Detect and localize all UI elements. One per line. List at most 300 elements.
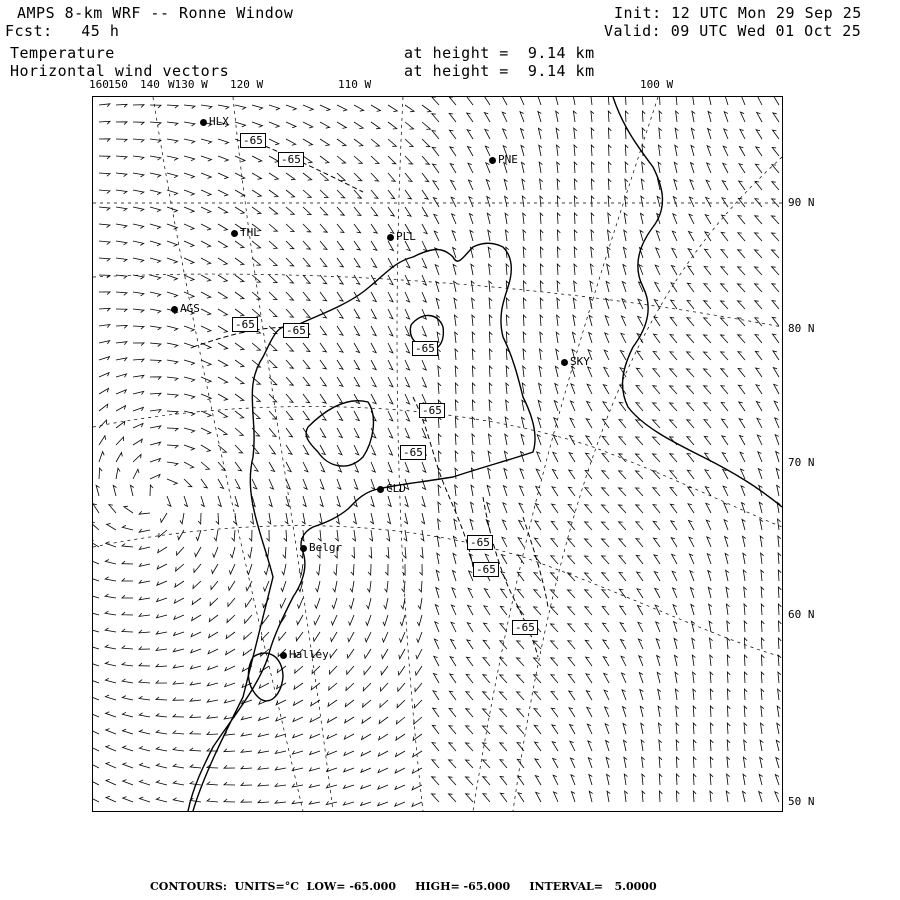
wind-vector (506, 366, 509, 377)
wind-vector (759, 774, 762, 785)
wind-vector (557, 213, 560, 224)
wind-vector (591, 247, 594, 258)
wind-vector (573, 97, 576, 105)
wind-vector (522, 162, 525, 173)
wind-vector (201, 428, 211, 434)
wind-vector (706, 180, 711, 190)
wind-vector (670, 487, 677, 496)
wind-vector (405, 190, 411, 199)
wind-vector (621, 316, 626, 326)
wind-vector (218, 241, 227, 248)
wind-vector (659, 97, 662, 105)
wind-vector (557, 145, 560, 156)
station-halley: Halley (280, 648, 329, 661)
wind-vector (738, 318, 745, 326)
wind-vector (344, 734, 354, 739)
wind-vector (657, 672, 660, 683)
wind-vector (235, 411, 244, 418)
wind-vector (620, 351, 626, 361)
wind-vector (354, 122, 363, 129)
wind-vector (710, 757, 713, 768)
wind-vector (116, 437, 124, 445)
wind-vector (133, 258, 144, 262)
wind-vector (619, 488, 627, 496)
wind-vector (213, 547, 218, 557)
wind-vector (106, 712, 116, 717)
wind-vector (568, 624, 575, 632)
wind-vector (636, 555, 643, 564)
wind-vector (180, 513, 184, 524)
wind-vector (422, 292, 426, 302)
wind-vector (354, 309, 360, 318)
wind-vector (607, 264, 610, 275)
wind-vector (209, 615, 218, 622)
wind-vector (432, 114, 439, 122)
wind-vector (303, 343, 310, 352)
wind-vector (500, 692, 508, 700)
wind-vector (422, 462, 426, 472)
wind-vector (721, 352, 728, 360)
wind-vector (309, 801, 320, 804)
wind-vector (344, 785, 355, 789)
wind-vector (535, 776, 541, 785)
wind-vector (711, 723, 714, 734)
wind-vector (674, 162, 677, 173)
wind-vector (538, 112, 541, 123)
wind-vector (721, 232, 728, 241)
wind-vector (691, 145, 694, 156)
wind-vector (320, 207, 328, 215)
wind-vector (517, 589, 524, 598)
wind-vector (405, 343, 410, 353)
wind-vector (413, 734, 422, 741)
wind-vector (405, 411, 410, 421)
wind-vector (337, 292, 343, 301)
wind-vector (606, 299, 610, 310)
wind-vector (466, 726, 473, 734)
wind-vector (320, 122, 330, 128)
wind-vector (320, 241, 327, 250)
wind-vector (642, 97, 645, 105)
wind-vector (778, 553, 781, 564)
wind-vector (489, 298, 492, 309)
wind-vector (693, 740, 696, 751)
wind-vector (230, 547, 235, 558)
wind-vector (506, 315, 509, 326)
wind-vector (471, 502, 474, 513)
wind-vector (122, 561, 133, 564)
wind-vector (451, 622, 456, 632)
wind-vector (636, 488, 643, 496)
wind-vector (503, 129, 507, 139)
wind-vector (487, 485, 490, 496)
wind-vector (235, 462, 242, 471)
wind-vector (642, 111, 645, 122)
wind-vector (468, 163, 473, 173)
wind-vector (116, 358, 127, 361)
wind-vector (638, 622, 643, 632)
wind-vector (214, 530, 218, 541)
wind-vector (605, 316, 609, 326)
wind-vector (383, 615, 388, 626)
wind-vector (184, 394, 195, 399)
wind-vector (585, 556, 593, 564)
wind-vector (568, 556, 575, 564)
wind-vector (761, 672, 764, 683)
wind-vector (535, 538, 542, 547)
wind-vector (586, 657, 592, 666)
wind-vector (725, 97, 729, 105)
wind-vector (658, 706, 661, 717)
wind-vector (621, 656, 626, 666)
wind-vector (636, 437, 643, 445)
wind-vector (99, 468, 102, 479)
wind-vector (224, 700, 235, 703)
wind-vector (365, 632, 371, 642)
wind-vector (331, 632, 337, 642)
wind-vector (133, 292, 144, 296)
wind-vector (710, 706, 713, 717)
wind-vector (659, 128, 662, 139)
wind-vector (721, 402, 728, 411)
wind-vector (349, 598, 354, 609)
wind-vector (337, 224, 344, 233)
wind-vector (286, 173, 295, 180)
wind-vector (636, 403, 643, 411)
wind-vector (724, 129, 728, 139)
wind-vector (690, 571, 694, 581)
wind-vector (191, 632, 201, 637)
wind-vector (540, 213, 543, 224)
wind-vector (553, 452, 558, 462)
wind-vector (178, 530, 184, 540)
wind-vector (156, 714, 167, 718)
wind-vector (139, 546, 150, 549)
wind-vector (743, 536, 746, 547)
wind-vector (218, 173, 228, 179)
wind-vector (672, 571, 677, 581)
wind-vector (252, 241, 261, 248)
wind-vector (710, 774, 713, 785)
wind-vector (434, 656, 439, 666)
wind-vector (522, 417, 525, 428)
wind-vector (371, 326, 376, 336)
wind-vector (235, 122, 246, 127)
wind-vector (489, 281, 492, 292)
wind-vector (744, 689, 747, 700)
wind-vector (536, 469, 541, 479)
wind-vector (757, 418, 762, 428)
wind-vector (636, 539, 643, 548)
wind-vector (451, 640, 457, 650)
wind-vector (184, 496, 188, 506)
wind-vector (693, 757, 696, 768)
wind-vector (286, 411, 293, 420)
wind-vector (705, 470, 711, 479)
wind-vector (133, 241, 144, 245)
wind-vector (571, 792, 575, 802)
wind-vector (150, 105, 161, 108)
wind-vector (235, 275, 244, 282)
wind-vector (395, 802, 405, 806)
wind-vector (405, 394, 410, 404)
wind-vector (283, 547, 286, 558)
wind-vector (320, 445, 325, 455)
wind-vector (209, 632, 218, 638)
wind-vector (303, 139, 313, 145)
wind-vector (500, 641, 507, 649)
wind-vector (705, 249, 712, 258)
wind-vector (708, 129, 712, 140)
wind-vector (568, 607, 575, 615)
wind-vector (167, 496, 171, 506)
wind-vector (167, 275, 177, 280)
wind-vector (269, 258, 277, 266)
wind-vector (150, 459, 160, 463)
wind-vector (570, 401, 575, 411)
wind-vector (608, 162, 611, 173)
wind-vector (320, 360, 326, 369)
wind-vector (487, 213, 490, 224)
contour-label: -65 (512, 620, 538, 635)
wind-vector (607, 791, 610, 802)
wind-vector (380, 700, 388, 707)
wind-vector (438, 417, 441, 428)
wind-vector (327, 734, 337, 739)
wind-vector (382, 632, 388, 642)
wind-vector (422, 309, 426, 319)
wind-vector (467, 640, 473, 649)
wind-vector (252, 343, 261, 350)
wind-vector (755, 250, 763, 258)
wind-vector (350, 581, 354, 592)
wind-vector (418, 598, 422, 609)
wind-vector (201, 224, 211, 230)
wind-vector (721, 335, 729, 343)
wind-vector (772, 216, 780, 224)
wind-vector (327, 751, 337, 755)
wind-vector (294, 683, 303, 689)
wind-vector (293, 717, 303, 722)
wind-vector (574, 145, 577, 156)
wind-vector (687, 318, 694, 326)
wind-vector (275, 783, 286, 786)
wind-vector (422, 190, 428, 199)
wind-vector (150, 410, 161, 413)
wind-vector (453, 571, 457, 581)
field-name-temperature: Temperature (10, 44, 115, 62)
wind-vector (388, 326, 393, 336)
wind-vector (451, 180, 456, 190)
wind-vector (140, 780, 151, 785)
wind-vector (422, 241, 427, 251)
wind-vector (99, 436, 106, 445)
wind-vector (415, 683, 422, 692)
wind-vector (623, 247, 626, 258)
wind-vector (352, 530, 355, 541)
wind-vector (517, 759, 524, 768)
wind-vector (502, 520, 507, 530)
wind-vector (438, 349, 441, 360)
wind-vector (693, 774, 696, 785)
wind-vector (174, 598, 184, 603)
wind-vector (402, 581, 405, 592)
graticule-lon-100 (473, 97, 658, 811)
wind-vector (286, 360, 293, 368)
wind-vector (297, 615, 303, 625)
wind-vector (778, 519, 781, 530)
lon-label-110: 110 W (338, 78, 372, 91)
wind-vector (639, 673, 643, 683)
wind-vector (557, 264, 560, 275)
wind-vector (655, 588, 660, 598)
wind-vector (570, 436, 576, 446)
wind-vector (369, 547, 372, 558)
wind-vector (755, 318, 762, 326)
wind-vector (156, 647, 167, 650)
wind-vector (675, 128, 678, 139)
contour-info-footer: CONTOURS: UNITS=°C LOW= -65.000 HIGH= -65.000 INTERVAL= 5.0000 (150, 880, 657, 893)
wind-vector (778, 570, 781, 581)
wind-vector (622, 299, 626, 309)
wind-vector (405, 360, 410, 370)
wind-vector (105, 662, 116, 666)
wind-vector (591, 162, 594, 173)
wind-vector (190, 765, 201, 769)
wind-vector (540, 247, 543, 258)
wind-vector (320, 105, 330, 111)
wind-vector (303, 360, 310, 369)
wind-vector (201, 479, 207, 488)
wind-vector (552, 725, 558, 734)
wind-vector (210, 598, 218, 606)
wind-vector (517, 743, 524, 752)
wind-vector (315, 598, 320, 608)
wind-vector (455, 451, 458, 462)
wind-vector (761, 638, 764, 649)
wind-vector (500, 624, 507, 633)
wind-vector (553, 435, 558, 445)
wind-vector (455, 383, 458, 394)
wind-vector (744, 587, 747, 598)
wind-vector (502, 112, 507, 122)
wind-vector (344, 751, 354, 756)
wind-vector (173, 681, 184, 684)
wind-vector (167, 241, 177, 246)
wind-vector (422, 173, 429, 182)
wind-vector (739, 164, 745, 173)
wind-vector (691, 163, 695, 173)
wind-vector (133, 326, 144, 329)
wind-vector (403, 547, 406, 558)
wind-vector (252, 105, 263, 110)
wind-vector (573, 111, 576, 122)
wind-vector (156, 780, 167, 785)
wind-vector (466, 777, 474, 785)
wind-vector (286, 496, 289, 507)
wind-vector (422, 122, 430, 129)
wind-vector (687, 454, 694, 463)
wind-vector (623, 265, 626, 276)
station-marker-icon (561, 359, 568, 366)
wind-vector (139, 597, 150, 600)
wind-vector (540, 298, 543, 309)
wind-vector (133, 275, 144, 279)
wind-vector (320, 462, 325, 472)
wind-vector (286, 190, 295, 197)
wind-vector (603, 419, 610, 428)
wind-vector (484, 589, 490, 598)
wind-vector (723, 486, 728, 496)
wind-vector (139, 580, 150, 583)
wind-vector (286, 309, 293, 317)
wind-vector (216, 513, 219, 524)
wind-vector (269, 377, 277, 385)
wind-vector (235, 292, 244, 299)
wind-vector (671, 521, 677, 530)
wind-vector (235, 479, 240, 489)
wind-vector (361, 802, 371, 806)
wind-vector (551, 607, 559, 615)
wind-vector (778, 587, 781, 598)
wind-vector (658, 689, 661, 700)
wind-vector (414, 700, 422, 708)
wind-vector (116, 190, 127, 194)
wind-vector (654, 555, 660, 564)
wind-vector (654, 572, 660, 581)
wind-vector (775, 775, 779, 785)
wind-vector (218, 190, 228, 196)
wind-vector (96, 485, 99, 496)
wind-vector (557, 281, 560, 292)
wind-vector (534, 573, 541, 581)
wind-vector (267, 530, 270, 541)
wind-vector (710, 740, 713, 751)
wind-vector (568, 658, 575, 667)
wind-vector (653, 351, 660, 360)
wind-vector (233, 513, 236, 524)
wind-vector (761, 655, 764, 666)
wind-vector (167, 224, 177, 229)
wind-vector (706, 503, 711, 513)
wind-vector (707, 163, 711, 173)
wind-vector (489, 264, 492, 275)
wind-vector (247, 564, 252, 574)
wind-vector (506, 332, 509, 343)
wind-vector (538, 128, 541, 139)
wind-vector (522, 179, 525, 190)
wind-vector (388, 309, 393, 319)
wind-vector (259, 717, 270, 721)
wind-vector (490, 349, 493, 360)
wind-vector (710, 689, 713, 700)
wind-vector (173, 698, 184, 701)
wind-vector (173, 747, 184, 751)
wind-vector (139, 680, 150, 683)
wind-vector (422, 258, 427, 268)
wind-vector (604, 690, 609, 700)
wind-vector (337, 479, 341, 489)
wind-vector (553, 758, 558, 768)
wind-vector (517, 641, 524, 649)
wind-vector (438, 519, 441, 530)
wind-vector (303, 462, 308, 472)
wind-vector (721, 369, 728, 377)
wind-vector (93, 762, 99, 768)
wind-vector (422, 377, 426, 387)
wind-vector (454, 315, 457, 326)
wind-vector (139, 647, 150, 650)
